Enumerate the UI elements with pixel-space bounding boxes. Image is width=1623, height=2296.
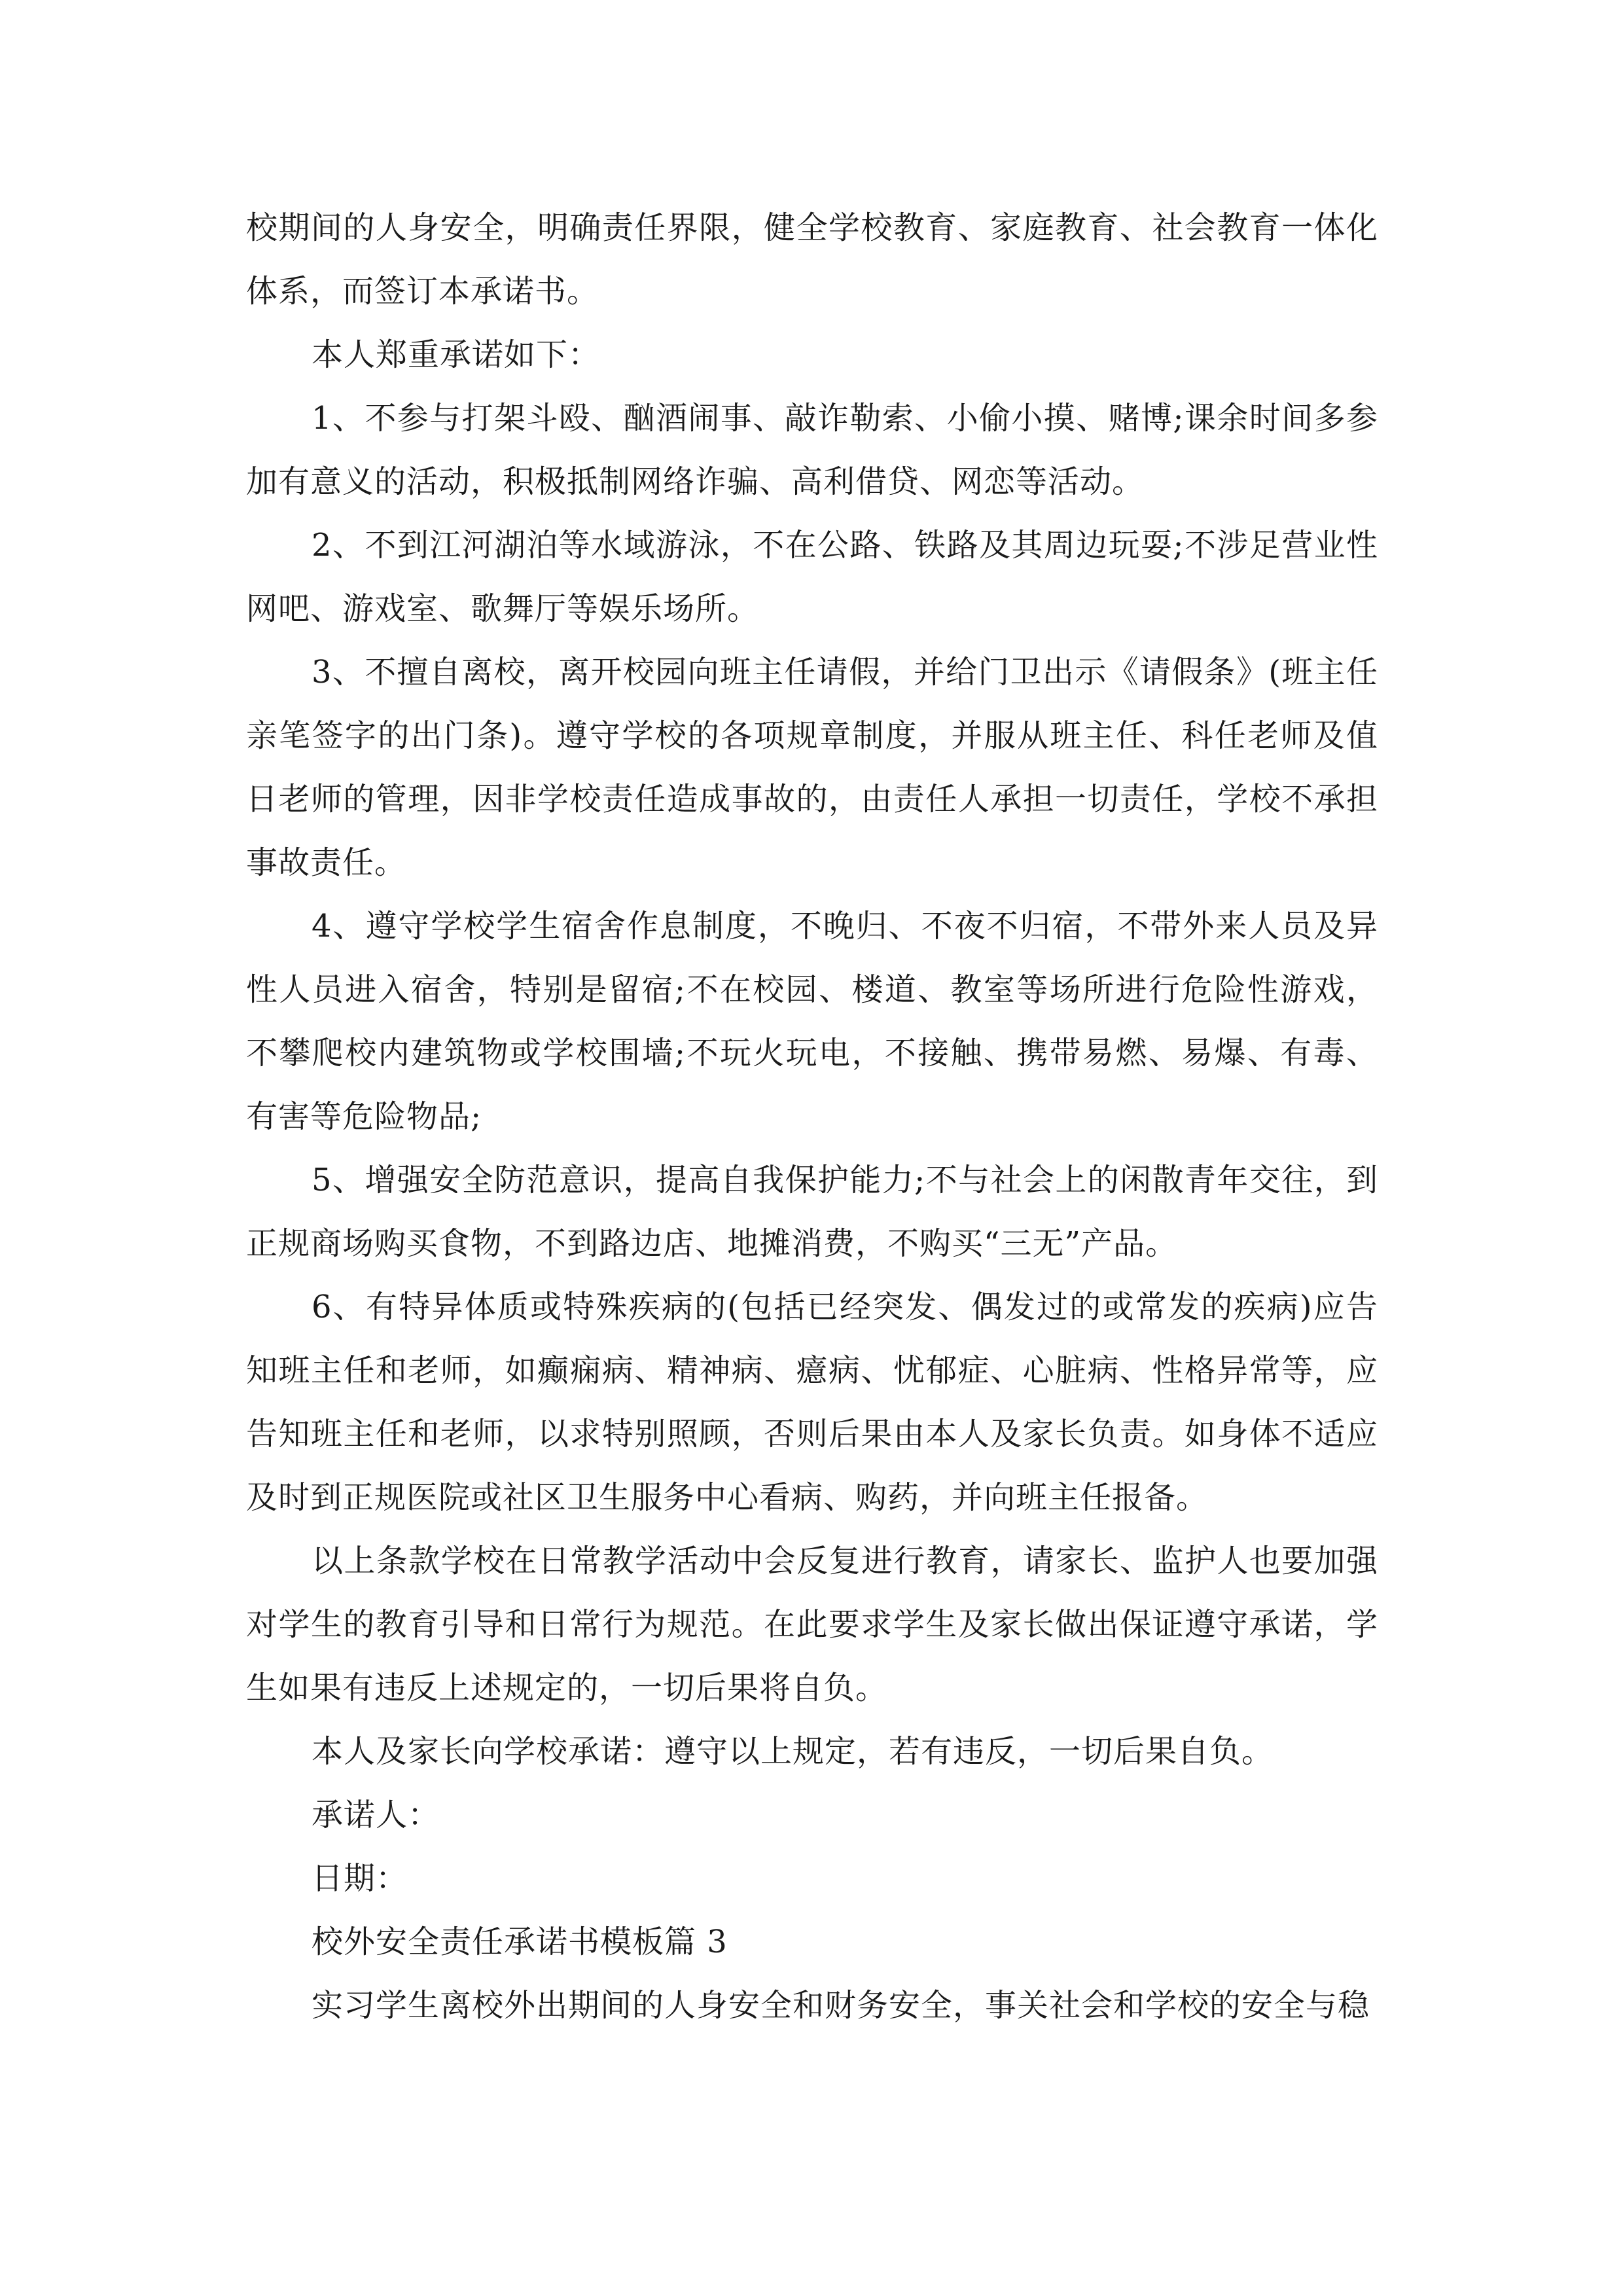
paragraph-pledge-intro: 本人郑重承诺如下： [312, 336, 601, 373]
paragraph-summary: 以上条款学校在日常教学活动中会反复进行教育，请家长、监护人也要加强对学生的教育引导和日常行为规范。在此要求学生及家长做出保证遵守承诺，学生如果有违反上述规定的，一切后果将自负。 [246, 1543, 1378, 1706]
signatory-label: 承诺人： [312, 1797, 440, 1833]
section-title: 校外安全责任承诺书模板篇 3 [312, 1924, 728, 1960]
paragraph-item-6: 6、有特异体质或特殊疾病的(包括已经突发、偶发过的或常发的疾病)应告知班主任和老师，如癫痫病、精神病、癔病、忧郁症、心脏病、性格异常等，应告知班主任和老师，以求特别照顾，否则后果由本人及家长负责。如身体不适应及时到正规医院或社区卫生服务中心看病、购药，并向班主任报备。 [246, 1289, 1378, 1516]
paragraph-item-4: 4、遵守学校学生宿舍作息制度，不晚归、不夜不归宿，不带外来人员及异性人员进入宿舍，特别是留宿;不在校园、楼道、教室等场所进行危险性游戏，不攀爬校内建筑物或学校围墙;不玩火玩电，不接触、携带易燃、易爆、有毒、有害等危险物品; [246, 908, 1378, 1135]
paragraph-item-2: 2、不到江河湖泊等水域游泳，不在公路、铁路及其周边玩耍;不涉足营业性网吧、游戏室、歌舞厅等娱乐场所。 [246, 527, 1378, 627]
paragraph-commitment: 本人及家长向学校承诺：遵守以上规定，若有违反，一切后果自负。 [312, 1733, 1274, 1770]
paragraph-item-5: 5、增强安全防范意识，提高自我保护能力;不与社会上的闲散青年交往，到正规商场购买食物，不到路边店、地摊消费，不购买“三无”产品。 [246, 1162, 1378, 1262]
paragraph-continuation: 校期间的人身安全，明确责任界限，健全学校教育、家庭教育、社会教育一体化体系，而签订本承诺书。 [246, 209, 1378, 310]
paragraph-section-3-intro: 实习学生离校外出期间的人身安全和财务安全，事关社会和学校的安全与稳 [312, 1987, 1370, 2024]
paragraph-item-3: 3、不擅自离校，离开校园向班主任请假，并给门卫出示《请假条》(班主任亲笔签字的出门条)。遵守学校的各项规章制度，并服从班主任、科任老师及值日老师的管理，因非学校责任造成事故的，由责任人承担一切责任，学校不承担事故责任。 [246, 654, 1378, 881]
date-label: 日期： [312, 1860, 408, 1897]
document-body [246, 196, 1378, 2037]
paragraph-item-1: 1、不参与打架斗殴、酗酒闹事、敲诈勒索、小偷小摸、赌博;课余时间多参加有意义的活动，积极抵制网络诈骗、高利借贷、网恋等活动。 [246, 400, 1378, 500]
